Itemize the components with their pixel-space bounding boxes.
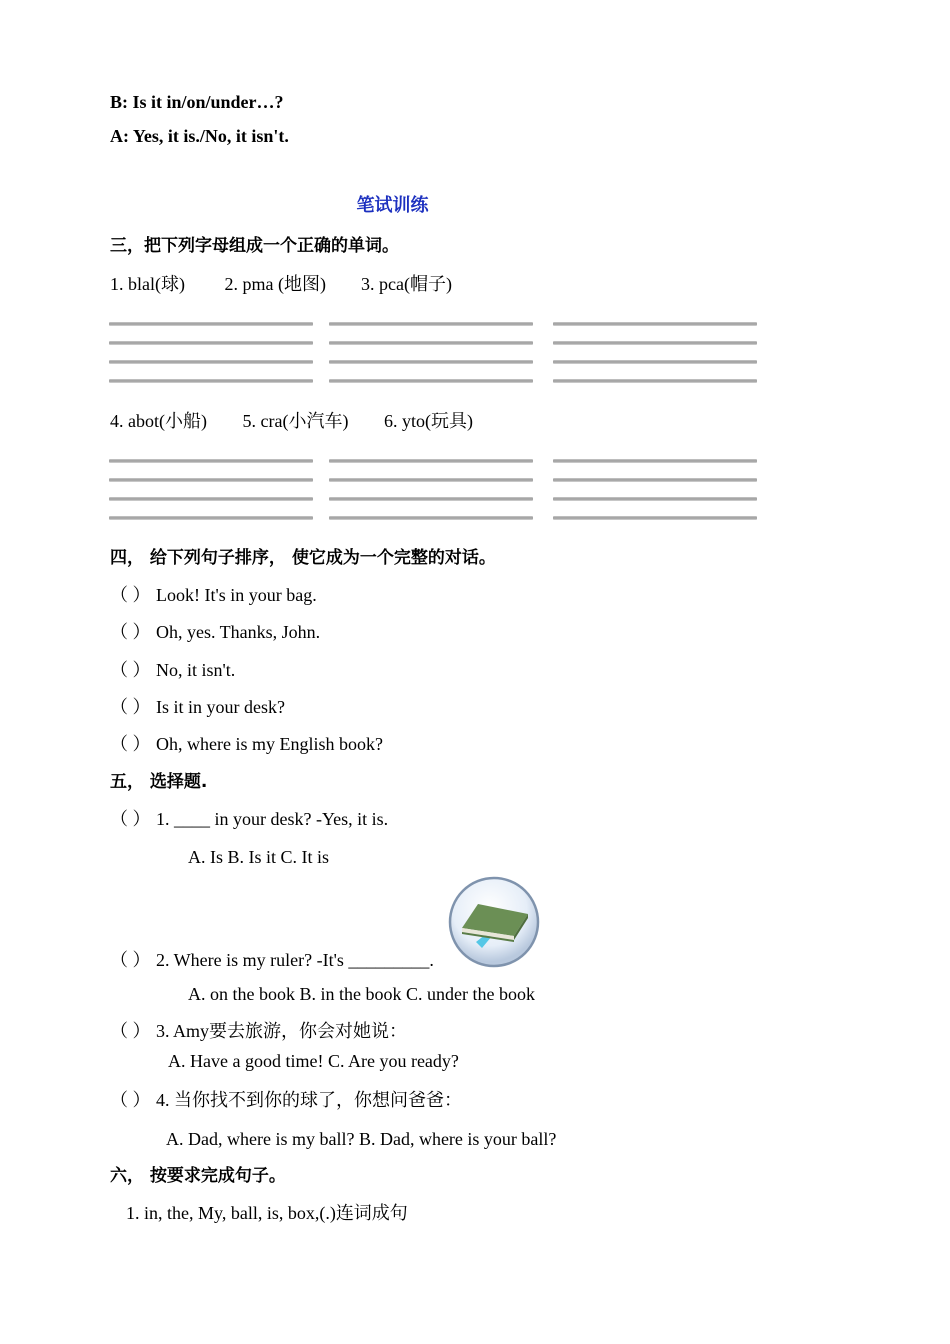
section5-heading: 五， 选择题. — [110, 772, 208, 792]
writing-lines-3 — [553, 322, 757, 384]
word-item-6: 6. yto(玩具) — [384, 411, 473, 431]
section6-item-1: 1. in, the, My, ball, is, box,(.)连词成句 — [126, 1203, 408, 1223]
choice-question-1: （ ） 1. ____ in your desk? -Yes, it is. — [110, 809, 389, 829]
answer-paren[interactable]: （ ） — [110, 697, 151, 717]
order-item-3: （ ） No, it isn't. — [110, 660, 236, 680]
writing-lines-6 — [553, 459, 757, 521]
writing-lines-4 — [109, 459, 313, 521]
writing-lines-2 — [329, 322, 533, 384]
order-item-1: （ ） Look! It's in your bag. — [110, 585, 317, 605]
section3-row2 — [110, 410, 473, 432]
word-item-2: 2. pma (地图) — [224, 274, 326, 294]
writing-lines-5 — [329, 459, 533, 521]
section-title: 笔试训练 — [356, 195, 429, 216]
answer-paren[interactable]: （ ） — [110, 950, 151, 970]
answer-paren[interactable]: （ ） — [110, 1021, 151, 1041]
word-item-1: 1. blal(球) — [110, 274, 185, 294]
choice-options-2: A. on the book B. in the book C. under the book — [188, 984, 535, 1004]
choice-options-1: A. Is B. Is it C. It is — [188, 847, 330, 867]
order-item-5: （ ） Oh, where is my English book? — [110, 734, 383, 754]
word-item-3: 3. pca(帽子) — [361, 274, 452, 294]
section6-heading: 六， 按要求完成句子。 — [110, 1166, 286, 1186]
section4-heading: 四， 给下列句子排序， 使它成为一个完整的对话。 — [110, 548, 496, 568]
dialogue-line-b: B: Is it in/on/under…? — [110, 92, 284, 112]
choice-question-4: （ ） 4. 当你找不到你的球了，你想问爸爸： — [110, 1090, 462, 1110]
answer-paren[interactable]: （ ） — [110, 1090, 151, 1110]
answer-paren[interactable]: （ ） — [110, 734, 151, 754]
choice-options-3: A. Have a good time! C. Are you ready? — [168, 1051, 459, 1071]
answer-paren[interactable]: （ ） — [110, 660, 151, 680]
answer-paren[interactable]: （ ） — [110, 585, 151, 605]
order-item-4: （ ） Is it in your desk? — [110, 697, 285, 717]
book-icon — [448, 876, 540, 968]
word-item-4: 4. abot(小船) — [110, 411, 207, 431]
choice-question-2: （ ） 2. Where is my ruler? -It's _________. — [110, 950, 434, 970]
section3-row1 — [110, 273, 452, 295]
answer-paren[interactable]: （ ） — [110, 809, 151, 829]
answer-paren[interactable]: （ ） — [110, 622, 151, 642]
order-item-2: （ ） Oh, yes. Thanks, John. — [110, 622, 321, 642]
writing-lines-1 — [109, 322, 313, 384]
word-item-5: 5. cra(小汽车) — [242, 411, 349, 431]
choice-question-3: （ ） 3. Amy要去旅游，你会对她说： — [110, 1021, 408, 1041]
section3-heading: 三，把下列字母组成一个正确的单词。 — [110, 236, 399, 256]
dialogue-line-a: A: Yes, it is./No, it isn't. — [110, 126, 289, 146]
choice-options-4: A. Dad, where is my ball? B. Dad, where is your ball? — [166, 1129, 557, 1149]
